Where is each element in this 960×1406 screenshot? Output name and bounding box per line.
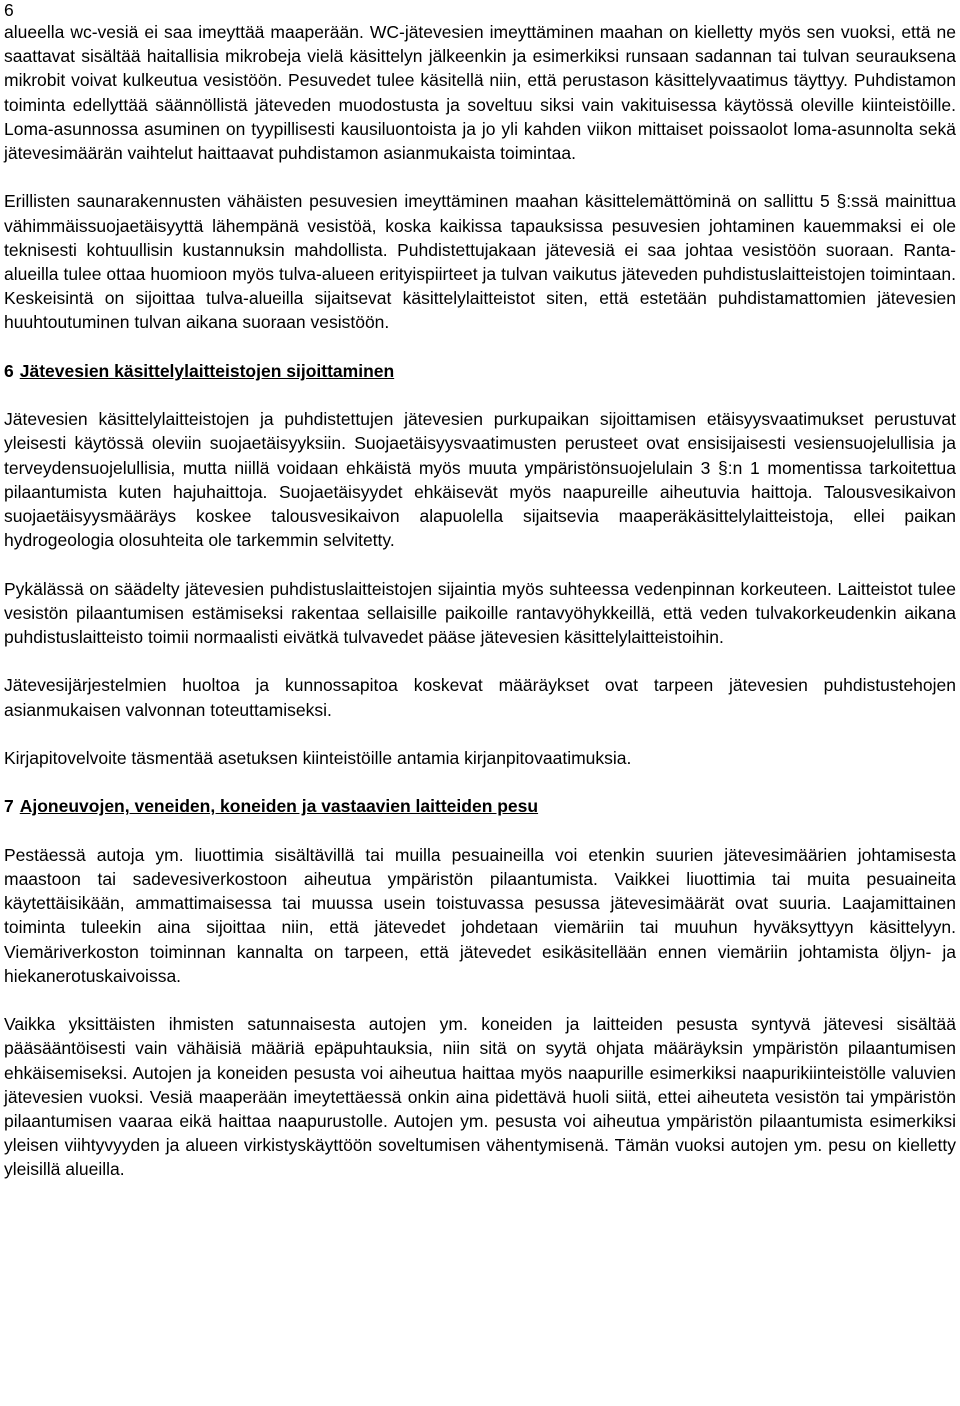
section-heading (4, 359, 956, 383)
section-title: Jätevesien käsittelylaitteistojen sijoittaminen (19, 360, 395, 381)
section-number: 6 (4, 360, 14, 381)
paragraph: Pestäessä autoja ym. liuottimia sisältävillä tai muilla pesuaineilla voi etenkin suurien jätevesimäärien johtamisesta maastoon tai sadevesiverkostoon aiheutua ympäristön pilaantumista. Vaikkei liuottimia tai muita pesuaineita käytettäisikään, ammattimaisessa tai muussa usein toistuvassa pesussa jätevesimäärät ovat suuria. Laajamittainen toiminta tuleekin aina sijoittaa niin, että jätevedet johdetaan viemäriin tai muuhun hyväksyttyyn käsittelyyn. Viemäriverkoston toiminnan kannalta on tarpeen, että jätevedet esikäsitellään ennen viemäriin johtamista öljyn- ja hiekanerotuskaivoissa. (4, 844, 956, 986)
section-heading (4, 794, 956, 818)
page-number: 6 (4, 0, 14, 20)
paragraph: Pykälässä on säädelty jätevesien puhdistuslaitteistojen sijaintia myös suhteessa vedenpinnan korkeuteen. Laitteistot tulee vesistön pilaantumisen estämiseksi rakentaa sellaisille paikoille rantavyöhykkeillä, että veden tulvakorkeudenkin aikana puhdistuslaitteisto toimii normaalisti eivätkä tulvavedet pääse jätevesien käsittelylaitteistoihin. (4, 578, 956, 648)
paragraph: Kirjapitovelvoite täsmentää asetuksen kiinteistöille antamia kirjanpitovaatimuksia. (4, 748, 632, 768)
paragraph: Jätevesien käsittelylaitteistojen ja puhdistettujen jätevesien purkupaikan sijoittamisen etäisyysvaatimukset perustuvat yleisesti käytössä oleviin suojaetäisyyksiin. Suojaetäisyysvaatimusten perusteet ovat ensisijaisesti vesiensuojelullisia ja terveydensuojelullisia, mutta niillä voidaan ehkäistä myös muuta ympäristönsuojelulain 3 §:n 1 momentissa tarkoitettua pilaantumista kuten hajuhaittoja. Suojaetäisyydet ehkäisevät myös naapureille aiheutuvia haittoja. Talousvesikaivon suojaetäisyysmääräys koskee talousvesikaivon alapuolella sijaitsevia maaperäkäsittelylaitteistoja, ellei paikan hydrogeologia olosuhteita ole tarkemmin selvitetty. (4, 409, 956, 551)
section-title: Ajoneuvojen, veneiden, koneiden ja vastaavien laitteiden pesu (19, 796, 539, 817)
paragraph: Vaikka yksittäisten ihmisten satunnaisesta autojen ym. koneiden ja laitteiden pesusta syntyvä jätevesi sisältää pääsääntöisesti vain vähäisiä määriä epäpuhtauksia, niin sitä on syytä ohjata määräyksin ympäristön pilaantumisen ehkäisemiseksi. Autojen ja koneiden pesusta voi aiheutua haittaa myös naapurille esimerkiksi naapurikiinteistölle valuvien jätevesien vuoksi. Vesiä maaperään imeytettäessä onkin aina pidettävä huoli siitä, ettei aiheuteta vesistön tai ympäristön pilaantumisen vaaraa eikä haittaa naapurustolle. Autojen ym. pesusta voi aiheutua ympäristön pilaantumista esimerkiksi yleisen viihtyvyyden ja alueen virkistyskäyttöön soveltumisen vähentymisenä. Tämän vuoksi autojen ym. pesu on kielletty yleisillä alueilla. (4, 1014, 956, 1180)
paragraph: Jätevesijärjestelmien huoltoa ja kunnossapitoa koskevat määräykset ovat tarpeen jätevesien puhdistustehojen asianmukaisen valvonnan toteuttamiseksi. (4, 675, 956, 720)
document-body (4, 20, 956, 1206)
paragraph: Erillisten saunarakennusten vähäisten pesuvesien imeyttäminen maahan käsittelemättöminä on sallittu 5 §:ssä mainittua vähimmäissuojaetäisyyttä lähempänä vesistöä, koska kaikissa tapauksissa pesuvesien johtaminen kauemmaksi ei ole teknisesti kohtuullisin kustannuksin mahdollista. Puhdistettujakaan jätevesiä ei saa johtaa vesistöön suoraan. Ranta-alueilla tulee ottaa huomioon myös tulva-alueen erityispiirteet ja tulvan vaikutus jäteveden puhdistuslaitteistojen toimintaan. Keskeisintä on sijoittaa tulva-alueilla sijaitsevat käsittelylaitteistot siten, että estetään puhdistamattomien jätevesien huuhtoutuminen tulvan aikana suoraan vesistöön. (4, 191, 956, 333)
paragraph: alueella wc-vesiä ei saa imeyttää maaperään. WC-jätevesien imeyttäminen maahan on kielletty myös sen vuoksi, että ne saattavat sisältää haitallisia mikrobeja vielä käsittelyn jälkeenkin ja esimerkiksi runsaan sadannan tai tulvan seurauksena mikrobit voivat kulkeutua vesistöön. Pesuvedet tulee käsitellä niin, että perustason käsittelyvaatimus täyttyy. Puhdistamon toiminta edellyttää säännöllistä jäteveden muodostusta ja soveltuu siksi vain vakituisessa käytössä oleville kiinteistöille. Loma-asunnossa asuminen on tyypillisesti kausiluontoista ja jo yli kahden viikon mittaiset poissaolot loma-asunnolta sekä jätevesimäärän vaihtelut haittaavat puhdistamon asianmukaista toimintaa. (4, 22, 956, 164)
section-number: 7 (4, 796, 14, 817)
